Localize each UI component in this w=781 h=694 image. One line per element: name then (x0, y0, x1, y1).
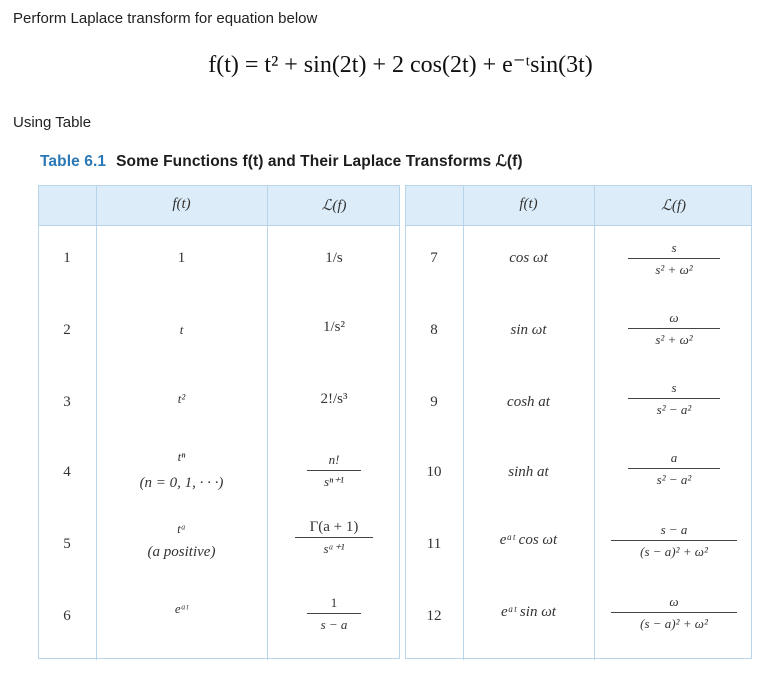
fraction-bar (307, 470, 361, 471)
header-L: ℒ(f) (661, 198, 686, 214)
fraction-bar (628, 468, 720, 469)
header-L: ℒ(f) (321, 198, 347, 214)
laplace-table (38, 185, 752, 659)
fraction-bar (628, 398, 720, 399)
row-number: 12 (426, 608, 442, 624)
row-f: eᵃᵗ cos ωt (499, 532, 558, 548)
header-f: f(t) (519, 196, 538, 212)
table-caption-text: Some Functions f(t) and Their Laplace Transforms ℒ(f) (116, 153, 523, 170)
row-L-fraction (611, 594, 737, 632)
row-L-fraction (628, 310, 720, 348)
using-table-label: Using Table (13, 114, 92, 131)
row-L-numerator: Γ(a + 1) (309, 519, 359, 535)
row-L-denominator: sⁿ⁺¹ (324, 474, 344, 489)
question-text: Perform Laplace transform for equation below (13, 10, 318, 27)
table-caption (40, 152, 523, 171)
row-L-numerator: s (671, 380, 677, 395)
row-number: 1 (63, 250, 71, 266)
row-number: 4 (63, 464, 71, 480)
row-number: 2 (63, 322, 71, 338)
table-right-half (405, 185, 752, 659)
table-left-half (38, 185, 400, 659)
row-L: 2!/s³ (320, 391, 348, 407)
row-L-fraction (628, 380, 720, 418)
row-L-denominator: sᵃ⁺¹ (323, 541, 345, 556)
row-L-numerator: ω (669, 310, 679, 325)
row-f-condition: (n = 0, 1, · · ·) (139, 475, 224, 491)
row-number: 9 (430, 394, 438, 410)
row-L-numerator: s (671, 240, 677, 255)
row-number: 3 (63, 394, 71, 410)
row-L: 1/s (325, 250, 343, 266)
row-L-denominator: s − a (320, 617, 348, 632)
row-L: 1/s² (322, 319, 345, 335)
row-number: 6 (63, 608, 71, 624)
row-L-denominator: s² − a² (656, 472, 692, 487)
row-L-fraction (295, 519, 373, 557)
row-L-numerator: s − a (660, 522, 688, 537)
row-f: eᵃᵗ (174, 601, 189, 616)
row-f: sin ωt (510, 322, 547, 338)
fraction-bar (295, 537, 373, 538)
row-L-numerator: a (670, 450, 678, 465)
equation-rhs: = t² + sin(2t) + 2 cos(2t) + e⁻ᵗsin(3t) (244, 52, 593, 78)
row-number: 8 (430, 322, 438, 338)
row-L-denominator: (s − a)² + ω² (640, 544, 708, 559)
row-L-denominator: (s − a)² + ω² (640, 616, 708, 631)
row-f: t (179, 322, 184, 337)
table-caption-number: Table 6.1 (40, 153, 107, 170)
row-f: tⁿ (177, 449, 186, 464)
row-f-condition: (a positive) (147, 544, 216, 560)
row-f: eᵃᵗ sin ωt (501, 604, 556, 620)
equation-lhs: f(t) (208, 52, 239, 78)
row-L-numerator: n! (328, 452, 340, 467)
fraction-bar (611, 540, 737, 541)
equation (0, 50, 781, 79)
row-L-numerator: ω (669, 594, 679, 609)
column-divider (594, 186, 595, 660)
row-L-denominator: s² − a² (656, 402, 692, 417)
row-L-denominator: s² + ω² (655, 332, 693, 347)
fraction-bar (611, 612, 737, 613)
row-L-fraction (628, 450, 720, 488)
fraction-bar (307, 613, 361, 614)
row-L-fraction (611, 522, 737, 560)
row-f: cosh at (507, 394, 550, 410)
row-f: tᵃ (177, 521, 186, 536)
row-number: 5 (63, 536, 71, 552)
row-L-fraction (307, 452, 361, 490)
row-L-fraction (307, 595, 361, 633)
row-L-denominator: s² + ω² (655, 262, 693, 277)
row-f: cos ωt (509, 250, 548, 266)
row-f: sinh at (508, 464, 549, 480)
fraction-bar (628, 258, 720, 259)
header-f: f(t) (172, 196, 191, 212)
row-number: 7 (430, 250, 438, 266)
fraction-bar (628, 328, 720, 329)
row-L-numerator: 1 (330, 595, 338, 610)
row-number: 10 (426, 464, 442, 480)
row-number: 11 (426, 536, 442, 552)
row-L-fraction (628, 240, 720, 278)
row-f: 1 (177, 250, 186, 266)
row-f: t² (177, 391, 186, 406)
